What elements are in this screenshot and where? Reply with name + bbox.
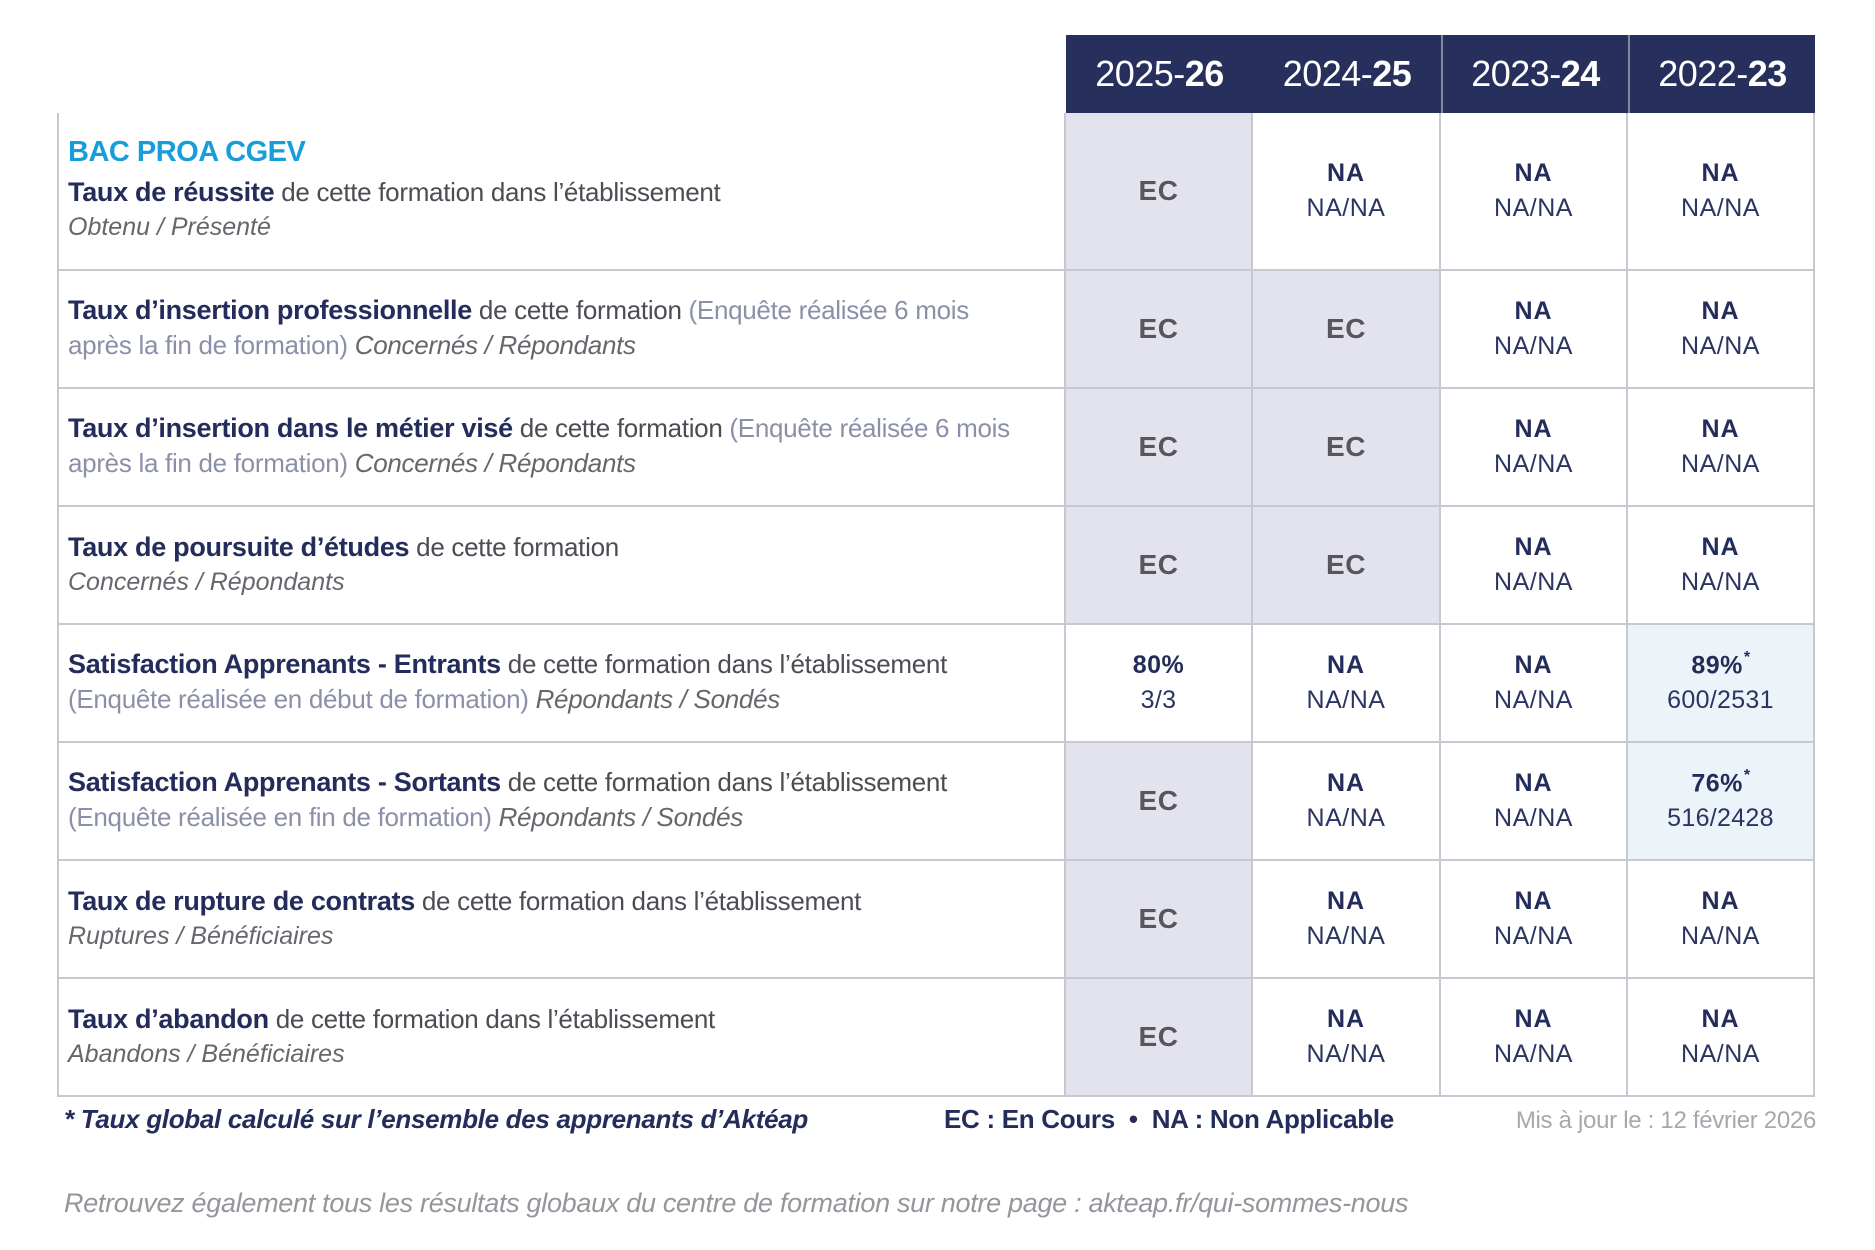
cell-na [1628,979,1815,1097]
metric-label-text [68,1002,715,1037]
value-fraction: 600/2531 [1667,686,1774,715]
year-bold: 24 [1560,53,1600,94]
year-header-2025-26 [1066,35,1253,113]
na-fraction: NA/NA [1494,1040,1573,1068]
metric-subline: Ruptures / Bénéficiaires [68,921,334,950]
na-label: NA [1514,769,1553,797]
year-header-2022-23 [1628,35,1815,113]
metric-label-text [68,175,720,210]
metric-label-segment: (Enquête réalisée 6 mois après la fin de formation) [68,295,969,360]
cell-na [1441,861,1628,979]
metric-label-segment: (Enquête réalisée 6 mois après la fin de formation) [68,413,1010,478]
cell-ec [1253,507,1441,625]
year-prefix: 2024- [1282,53,1373,94]
metric-label-text [68,411,1038,481]
cell-ec [1066,861,1253,979]
na-label: NA [1514,297,1553,325]
program-heading: BAC PROA CGEV [68,136,306,168]
metric-label-text [68,647,1038,717]
ec-label: EC [1138,549,1179,580]
na-label: NA [1514,533,1553,561]
na-label: NA [1326,769,1366,797]
cell-ec [1066,743,1253,861]
na-label: NA [1701,415,1740,443]
year-bold: 26 [1184,53,1224,94]
metric-label-text [68,293,1038,363]
cell-na [1441,271,1628,389]
metric-subline: Abandons / Bénéficiaires [68,1039,345,1068]
table-corner-spacer [57,35,1066,113]
metric-label-segment: de cette formation [409,531,619,562]
na-fraction: NA/NA [1494,804,1573,832]
cell-na [1253,113,1441,271]
legend-bullet: • [1128,1104,1138,1134]
metric-label-segment: Taux d’insertion dans le métier visé [68,413,513,443]
metric-label-segment: Taux d’abandon [68,1003,269,1034]
na-label: NA [1701,159,1740,187]
na-fraction: NA/NA [1681,450,1760,478]
legend [944,1104,1394,1135]
year-bold: 25 [1372,53,1412,94]
na-label: NA [1701,297,1740,325]
ec-label: EC [1138,175,1179,206]
na-fraction: NA/NA [1306,922,1386,950]
value-percent: 76%* [1691,766,1751,798]
ec-label: EC [1138,785,1179,816]
cell-na [1441,113,1628,271]
cell-ec [1066,113,1253,271]
na-fraction: NA/NA [1681,332,1760,360]
metric-label [57,271,1066,389]
metric-label-segment: Répondants / Sondés [498,802,743,832]
metric-label-text [68,530,619,565]
metric-label [57,861,1066,979]
na-fraction: NA/NA [1681,568,1760,596]
ec-label: EC [1138,431,1179,462]
ec-label: EC [1138,1021,1179,1052]
na-label: NA [1326,1005,1366,1033]
cell-na [1441,507,1628,625]
metric-label-segment: (Enquête réalisée en fin de formation) [68,802,499,832]
value-asterisk: * [1743,648,1751,666]
cell-na [1628,389,1815,507]
metric-label-text [68,765,1038,835]
metric-label-segment: Satisfaction Apprenants - Sortants [68,767,501,797]
cell-na [1628,113,1815,271]
cell-na [1253,861,1441,979]
ec-label: EC [1326,431,1366,462]
ec-label: EC [1326,549,1366,580]
cell-na [1441,979,1628,1097]
na-label: NA [1326,159,1366,187]
value-fraction: 3/3 [1140,686,1177,714]
cell-ec [1066,979,1253,1097]
na-label: NA [1701,887,1740,915]
cell-ec [1253,271,1441,389]
cell-value [1066,625,1253,743]
metric-label-segment: de cette formation [512,413,730,443]
ec-label: EC [1138,313,1179,344]
na-fraction: NA/NA [1681,1040,1760,1068]
year-bold: 23 [1747,53,1787,94]
na-label: NA [1514,651,1553,679]
na-fraction: NA/NA [1494,568,1573,596]
cell-na [1253,743,1441,861]
cell-ec [1066,271,1253,389]
na-fraction: NA/NA [1494,194,1573,222]
na-fraction: NA/NA [1306,1040,1386,1068]
asterisk: * [64,1104,74,1134]
na-fraction: NA/NA [1681,194,1760,222]
metric-label [57,113,1066,271]
metric-label [57,625,1066,743]
metric-label-segment: de cette formation dans l’établissement [500,649,948,679]
na-fraction: NA/NA [1306,686,1386,714]
cell-na [1441,743,1628,861]
value-asterisk: * [1743,766,1751,784]
metric-label-segment: de cette formation [471,295,689,325]
cell-ec [1253,389,1441,507]
ec-label: EC [1138,903,1179,934]
metric-label-segment: Taux de poursuite d’études [68,531,410,562]
metric-label-segment: Taux de réussite [68,177,275,207]
cell-na [1628,271,1815,389]
cell-na [1628,861,1815,979]
na-fraction: NA/NA [1306,804,1386,832]
results-table [57,35,1816,1097]
na-fraction: NA/NA [1494,922,1573,950]
star-note-text: Taux global calculé sur l’ensemble des apprenants d’Aktéap [80,1104,808,1134]
metric-label-segment: Concernés / Répondants [354,448,636,478]
metric-label-segment: (Enquête réalisée en début de formation) [68,684,536,714]
na-fraction: NA/NA [1494,332,1573,360]
metric-label [57,389,1066,507]
na-fraction: NA/NA [1306,194,1386,222]
na-fraction: NA/NA [1681,922,1760,950]
cell-value [1628,625,1815,743]
na-label: NA [1514,159,1553,187]
updated-date: Mis à jour le : 12 février 2026 [1515,1107,1816,1134]
cell-na [1253,625,1441,743]
cell-na [1253,979,1441,1097]
metric-label-segment: Concernés / Répondants [354,330,636,360]
bottom-note: Retrouvez également tous les résultats globaux du centre de formation sur notre page : akteap.fr/qui-sommes-nous [64,1188,1409,1218]
metric-label-segment: de cette formation dans l’établissement [268,1003,715,1034]
na-fraction: NA/NA [1494,686,1573,714]
metric-label-segment: Satisfaction Apprenants - Entrants [68,649,501,679]
na-label: NA [1326,887,1366,915]
footnote-bar [64,1104,1816,1144]
metric-label-text [68,884,861,919]
metric-label [57,979,1066,1097]
na-label: NA [1514,415,1553,443]
metric-label [57,507,1066,625]
metric-subline: Concernés / Répondants [68,567,345,596]
year-header-2023-24 [1441,35,1628,113]
cell-na [1628,507,1815,625]
value-percent: 80% [1132,651,1185,679]
legend-ec: EC : En Cours [944,1104,1115,1134]
metric-label-segment: de cette formation dans l’établissement [274,177,721,207]
cell-ec [1066,507,1253,625]
metric-label-segment: de cette formation dans l’établissement [414,885,862,916]
year-prefix: 2023- [1471,53,1561,94]
metric-label [57,743,1066,861]
metric-subline: Obtenu / Présenté [68,213,271,241]
na-label: NA [1701,533,1740,561]
na-label: NA [1701,1005,1740,1033]
na-label: NA [1514,887,1553,915]
ec-label: EC [1326,313,1366,344]
star-note [64,1104,808,1135]
na-fraction: NA/NA [1494,450,1573,478]
value-percent: 89%* [1691,648,1751,680]
metric-label-segment: de cette formation dans l’établissement [500,767,948,797]
cell-value [1628,743,1815,861]
cell-ec [1066,389,1253,507]
legend-na: NA : Non Applicable [1151,1104,1394,1134]
year-prefix: 2022- [1658,53,1748,94]
cell-na [1441,625,1628,743]
year-prefix: 2025- [1095,53,1185,94]
metric-label-segment: Taux d’insertion professionnelle [68,295,472,325]
na-label: NA [1514,1005,1553,1033]
na-label: NA [1326,651,1366,679]
value-fraction: 516/2428 [1667,804,1774,833]
cell-na [1441,389,1628,507]
metric-label-segment: Répondants / Sondés [535,684,780,714]
metric-label-segment: Taux de rupture de contrats [68,885,415,916]
year-header-2024-25 [1253,35,1441,113]
